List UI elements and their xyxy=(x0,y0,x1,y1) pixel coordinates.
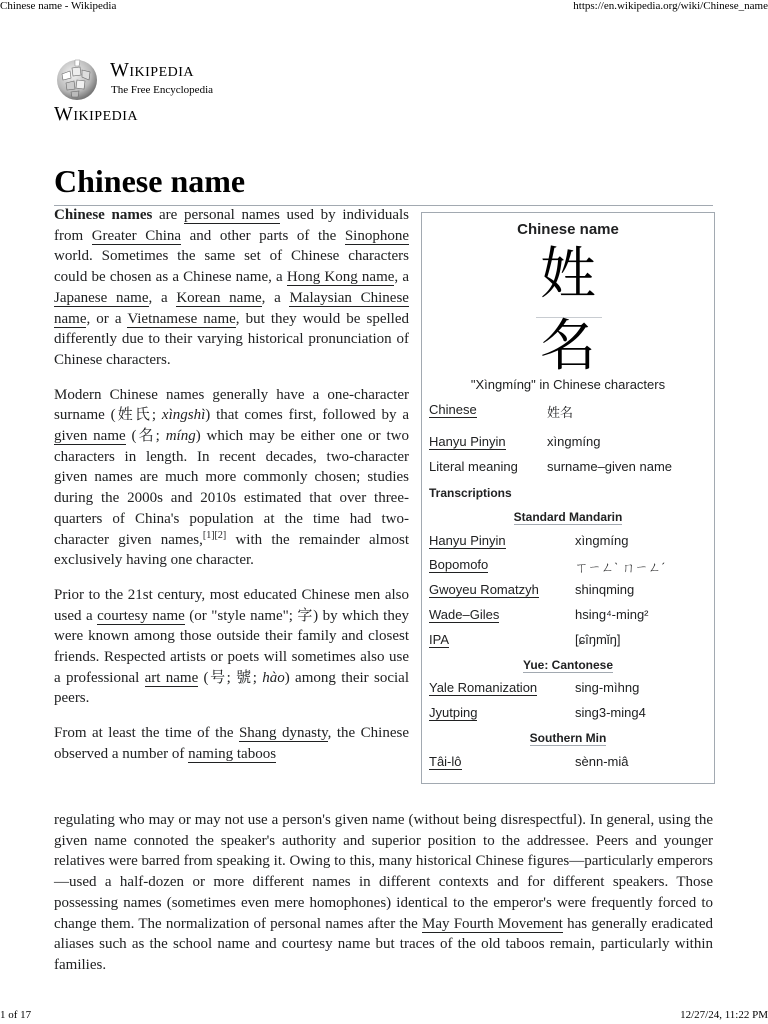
infobox-row-chinese xyxy=(429,402,709,422)
infobox-row-ipa xyxy=(429,632,709,652)
link-shang-dynasty[interactable]: Shang dynasty xyxy=(238,725,328,742)
page-title: Chinese name xyxy=(54,159,713,206)
infobox-subheader-cantonese: Yue: Cantonese xyxy=(522,658,614,672)
link-hong-kong-name[interactable]: Hong Kong name xyxy=(286,269,395,286)
infobox-value: 姓名 xyxy=(547,405,574,420)
infobox-value: ㄒㄧㄥˋ ㄇㄧㄥˊ xyxy=(575,560,666,575)
wikipedia-tagline: The Free Encyclopedia xyxy=(111,84,214,96)
print-datetime: 12/27/24, 11:22 PM xyxy=(680,1009,768,1021)
infobox-row-pinyin xyxy=(429,434,709,454)
infobox-subheader-southern-min: Southern Min xyxy=(529,731,607,745)
link-korean-name[interactable]: Korean name xyxy=(176,289,262,306)
infobox-key-link[interactable]: Jyutping xyxy=(429,705,478,720)
link-personal-names[interactable]: personal names xyxy=(184,207,280,223)
infobox-key-link[interactable]: Hanyu Pinyin xyxy=(429,434,506,449)
link-japanese-name[interactable]: Japanese name xyxy=(54,289,149,306)
infobox-key-link[interactable]: Gwoyeu Romatzyh xyxy=(429,582,539,597)
article-body-column xyxy=(54,205,409,779)
link-sinophone[interactable]: Sinophone xyxy=(344,227,409,244)
link-malaysian-chinese-name[interactable]: Malaysian Chinese name xyxy=(54,289,409,327)
infobox-key-link[interactable]: Chinese xyxy=(429,402,477,417)
infobox-key-link[interactable]: Bopomofo xyxy=(429,557,489,572)
citation-2[interactable]: [2] xyxy=(214,529,227,541)
infobox-subheader-mandarin: Standard Mandarin xyxy=(513,510,623,524)
infobox-value: sènn-miâ xyxy=(575,754,629,769)
infobox-row-literal-meaning xyxy=(429,459,709,479)
infobox-row-wade-giles xyxy=(429,607,709,627)
paragraph-courtesy-names: Prior to the 21st century, most educated Chinese men also used a courtesy name (or "style name"; 字) by which they were known among those outside their family and closest friends. Respected artists or poets will sometimes also use a professional art name (号; 號; hào) among their social peers. xyxy=(54,586,409,707)
link-art-name[interactable]: art name xyxy=(144,669,199,686)
infobox-row-bopomofo xyxy=(429,557,709,577)
paragraph-taboos: From at least the time of the Shang dynasty, the Chinese observed a number of naming taboos xyxy=(54,725,409,762)
link-naming-taboos[interactable]: naming taboos xyxy=(188,745,277,762)
browser-url: https://en.wikipedia.org/wiki/Chinese_name xyxy=(573,0,768,12)
paragraph-intro: Chinese names are personal names used by individuals from Greater China and other parts of the Sinophone world. Sometimes the same set of Chinese characters could be chosen as a Chinese name, a Hong Kong name, a Japanese name, a Korean name, a Malaysian Chinese name, or a Vietnamese name, but they would be spelled differently due to their varying historical pronunciation of Chinese characters. xyxy=(54,207,409,368)
infobox-value: shinqming xyxy=(575,582,635,597)
infobox-key: Literal meaning xyxy=(429,459,518,474)
infobox-key-link[interactable]: Tâi-lô xyxy=(429,754,462,769)
infobox xyxy=(421,212,715,784)
infobox-key-link[interactable]: Wade–Giles xyxy=(429,607,500,622)
infobox-key-link[interactable]: IPA xyxy=(429,632,449,647)
paragraph-modern-names: Modern Chinese names generally have a one-character surname (姓氏; xìngshì) that comes first, followed by a given name (名; míng) which may be either one or two characters in length. In recent decades, two-character given names are much more commonly chosen; studies during the 2000s and 2010s estimated that over three-quarters of China's population at the time had two-character given names,[1][2] with the remainder almost exclusively having one character. xyxy=(54,386,410,569)
link-vietnamese-name[interactable]: Vietnamese name xyxy=(127,310,236,327)
browser-page-title: Chinese name - Wikipedia xyxy=(0,0,117,12)
link-courtesy-name[interactable]: courtesy name xyxy=(97,607,185,624)
infobox-section-transcriptions: Transcriptions xyxy=(429,486,512,500)
infobox-title: Chinese name xyxy=(517,221,619,238)
infobox-character-ming: 名 xyxy=(540,314,596,379)
infobox-caption: "Xìngmíng" in Chinese characters xyxy=(470,377,666,392)
infobox-row-yale xyxy=(429,680,709,700)
citation-1[interactable]: [1] xyxy=(202,529,215,541)
link-may-fourth-movement[interactable]: May Fourth Movement xyxy=(421,915,563,932)
infobox-value: xìngmíng xyxy=(575,533,629,548)
infobox-row-mandarin-pinyin xyxy=(429,533,709,553)
infobox-row-gwoyeu-romatzyh xyxy=(429,582,709,602)
infobox-value: [ɕîŋmǐŋ] xyxy=(575,632,621,647)
infobox-key-link[interactable]: Yale Romanization xyxy=(429,680,538,695)
wikipedia-globe-icon xyxy=(54,56,100,102)
link-greater-china[interactable]: Greater China xyxy=(91,227,182,244)
paragraph-taboos-continued: regulating who may or may not use a person's given name (without being disrespectful). In general, using the given name connoted the speaker's authority and superior position to the addressee. Peers and younger relatives were barred from speaking it. Owing to this, many historical Chinese figures—particularly emperors—used a half-dozen or more different names in different contexts and for different speakers. Those possessing names (sometimes even mere homophones) identical to the emperor's were frequently forced to change them. The normalization of personal names after the May Fourth Movement has generally eradicated aliases such as the school name and courtesy name but traces of the old taboos remain, particularly within families. xyxy=(54,812,713,973)
infobox-value: hsing⁴-ming² xyxy=(575,607,649,622)
wikipedia-wordmark-secondary: Wikipedia xyxy=(54,103,139,125)
infobox-row-tai-lo xyxy=(429,754,709,774)
lead-term: Chinese names xyxy=(54,207,153,223)
infobox-key-link[interactable]: Hanyu Pinyin xyxy=(429,533,506,548)
infobox-character-xing: 姓 xyxy=(540,242,596,307)
infobox-row-jyutping xyxy=(429,705,709,725)
link-given-name[interactable]: given name xyxy=(54,428,126,445)
infobox-value: surname–given name xyxy=(547,459,673,474)
page-counter: 1 of 17 xyxy=(0,1009,32,1021)
infobox-value: xìngmíng xyxy=(547,434,601,449)
wikipedia-wordmark: Wikipedia xyxy=(110,59,195,81)
wikipedia-logo[interactable] xyxy=(54,56,254,102)
infobox-value: sing-mìhng xyxy=(575,680,640,695)
infobox-value: sing3-ming4 xyxy=(575,705,646,720)
